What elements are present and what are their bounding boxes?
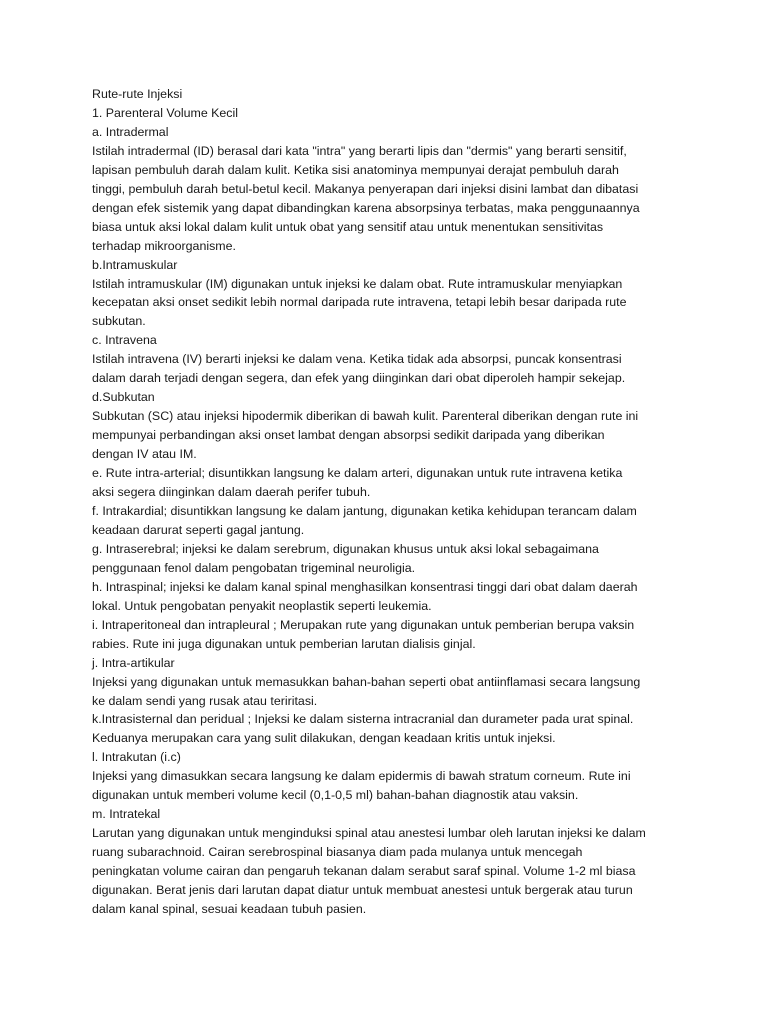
subsection-heading: c. Intravena <box>92 333 157 348</box>
paragraph-line: dalam kanal spinal, sesuai keadaan tubuh pasien. <box>92 901 367 916</box>
list-item-line: e. Rute intra-arterial; disuntikkan langsung ke dalam arteri, digunakan untuk rute intravena ketika <box>92 466 623 481</box>
list-item-line: lokal. Untuk pengobatan penyakit neoplastik seperti leukemia. <box>92 598 432 613</box>
paragraph-line: Subkutan (SC) atau injeksi hipodermik diberikan di bawah kulit. Parenteral diberikan dengan rute ini <box>92 409 639 424</box>
subsection-heading: d.Subkutan <box>92 390 155 405</box>
paragraph-line: biasa untuk aksi lokal dalam kulit untuk obat yang sensitif atau untuk menentukan sensitivitas <box>92 219 604 234</box>
list-item-line: rabies. Rute ini juga digunakan untuk pemberian larutan dialisis ginjal. <box>92 636 476 651</box>
subsection-heading: m. Intratekal <box>92 807 161 822</box>
paragraph-line: terhadap mikroorganisme. <box>92 238 236 253</box>
list-item-line: penggunaan fenol dalam pengobatan trigeminal neuroligia. <box>92 560 416 575</box>
paragraph-line: mempunyai perbandingan aksi onset lambat dengan absorpsi sedikit daripada yang diberikan <box>92 428 605 443</box>
list-item-line: f. Intrakardial; disuntikkan langsung ke dalam jantung, digunakan ketika kehidupan terancam dalam <box>92 503 637 518</box>
paragraph-line: Istilah intramuskular (IM) digunakan untuk injeksi ke dalam obat. Rute intramuskular menyiapkan <box>92 276 623 291</box>
document-page <box>92 85 682 919</box>
paragraph-line: subkutan. <box>92 314 146 329</box>
document-title: Rute-rute Injeksi <box>92 87 183 101</box>
list-item-line: h. Intraspinal; injeksi ke dalam kanal spinal menghasilkan konsentrasi tinggi dari obat dalam daerah <box>92 579 638 594</box>
subsection-heading: a. Intradermal <box>92 124 169 139</box>
paragraph-line: dengan IV atau IM. <box>92 447 197 462</box>
paragraph-line: dengan efek sistemik yang dapat dibandingkan karena absorpsinya terbatas, maka penggunaannya <box>92 200 640 215</box>
subsection-heading: l. Intrakutan (i.c) <box>92 750 181 765</box>
paragraph-line: digunakan. Berat jenis dari larutan dapat diatur untuk membuat anestesi untuk bergerak atau turun <box>92 883 633 898</box>
paragraph-line: Istilah intradermal (ID) berasal dari kata "intra" yang berarti lipis dan "dermis" yang berarti sensitif, <box>92 143 627 158</box>
paragraph-line: Istilah intravena (IV) berarti injeksi ke dalam vena. Ketika tidak ada absorpsi, puncak konsentrasi <box>92 352 622 367</box>
paragraph-line: Injeksi yang digunakan untuk memasukkan bahan-bahan seperti obat antiinflamasi secara langsung <box>92 674 641 689</box>
list-item-line: keadaan darurat seperti gagal jantung. <box>92 522 305 537</box>
list-item-line: aksi segera diinginkan dalam daerah perifer tubuh. <box>92 485 371 500</box>
paragraph-line: ke dalam sendi yang rusak atau teriritasi. <box>92 693 318 708</box>
list-item-line: i. Intraperitoneal dan intrapleural ; Merupakan rute yang digunakan untuk pemberian berupa vaksin <box>92 617 635 632</box>
subsection-heading: j. Intra-artikular <box>92 655 175 670</box>
subsection-heading: b.Intramuskular <box>92 257 178 272</box>
section-heading: 1. Parenteral Volume Kecil <box>92 105 239 120</box>
paragraph-line: dalam darah terjadi dengan segera, dan efek yang diinginkan dari obat diperoleh hampir sekejap. <box>92 371 626 386</box>
paragraph-line: peningkatan volume cairan dan pengaruh tekanan dalam serabut saraf spinal. Volume 1-2 ml biasa <box>92 864 636 879</box>
list-item-line: k.Intrasisternal dan peridual ; Injeksi ke dalam sisterna intracranial dan durameter pada urat spinal. <box>92 712 634 727</box>
paragraph-line: tinggi, pembuluh darah betul-betul kecil. Makanya penyerapan dari injeksi disini lambat dan dibatasi <box>92 181 639 196</box>
list-item-line: g. Intraserebral; injeksi ke dalam serebrum, digunakan khusus untuk aksi lokal sebagaimana <box>92 541 599 556</box>
list-item-line: Keduanya merupakan cara yang sulit dilakukan, dengan keadaan kritis untuk injeksi. <box>92 731 556 746</box>
paragraph-line: lapisan pembuluh darah dalam kulit. Ketika sisi anatominya mempunyai derajat pembuluh darah <box>92 162 619 177</box>
paragraph-line: Larutan yang digunakan untuk menginduksi spinal atau anestesi lumbar oleh larutan injeksi ke dalam <box>92 826 646 841</box>
paragraph-line: Injeksi yang dimasukkan secara langsung ke dalam epidermis di bawah stratum corneum. Rute ini <box>92 769 631 784</box>
paragraph-line: kecepatan aksi onset sedikit lebih normal daripada rute intravena, tetapi lebih besar daripada rute <box>92 295 627 310</box>
paragraph-line: ruang subarachnoid. Cairan serebrospinal biasanya diam pada mulanya untuk mencegah <box>92 845 583 860</box>
paragraph-line: digunakan untuk memberi volume kecil (0,1-0,5 ml) bahan-bahan diagnostik atau vaksin. <box>92 788 579 803</box>
